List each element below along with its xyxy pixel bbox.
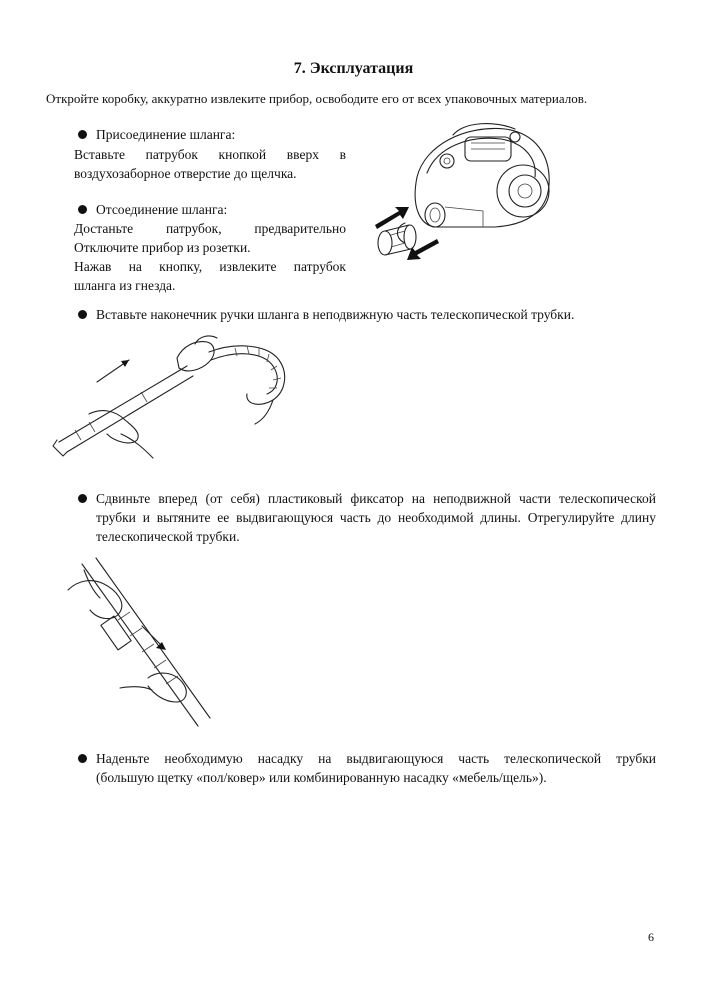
step-telescope-line3: телескопической трубки. xyxy=(96,529,240,544)
section-title: 7. Эксплуатация xyxy=(293,60,414,77)
hose-connect-heading: Присоединение шланга: xyxy=(96,127,236,142)
bullet-icon xyxy=(78,205,87,214)
intro-text: Откройте коробку, аккуратно извлеките прибор, освободите его от всех упаковочных материалов. xyxy=(46,91,588,106)
step-nozzle-line1: Наденьте необходимую насадку на выдвигающуюся часть телескопической трубки xyxy=(96,751,656,766)
hose-disconnect-line3: Нажав на кнопку, извлеките патрубок xyxy=(74,259,346,274)
step-handle-text: Вставьте наконечник ручки шланга в неподвижную часть телескопической трубки. xyxy=(96,307,575,322)
hose-disconnect-line1: Достаньте патрубок, предварительно xyxy=(74,221,346,236)
hose-disconnect-line4: шланга из гнезда. xyxy=(74,278,176,293)
hose-connect-line2: воздухозаборное отверстие до щелчка. xyxy=(74,166,297,181)
step-telescope-line2: трубки и вытяните ее выдвигающуюся часть до необходимой длины. Отрегулируйте длину xyxy=(96,510,656,525)
hose-handle-illustration xyxy=(45,330,305,470)
page-number: 6 xyxy=(648,930,654,944)
step-telescope-line1: Сдвиньте вперед (от себя) пластиковый фиксатор на неподвижной части телескопической xyxy=(96,491,656,506)
hose-disconnect-heading: Отсоединение шланга: xyxy=(96,202,228,217)
step-nozzle-line2: (большую щетку «пол/ковер» или комбинированную насадку «мебель/щель»). xyxy=(96,770,547,785)
telescopic-tube-illustration xyxy=(48,550,218,730)
bullet-icon xyxy=(78,754,87,763)
hose-connect-line1: Вставьте патрубок кнопкой вверх в xyxy=(74,147,346,162)
bullet-icon xyxy=(78,130,87,139)
bullet-icon xyxy=(78,494,87,503)
bullet-icon xyxy=(78,310,87,319)
vacuum-cleaner-illustration xyxy=(365,115,565,275)
hose-disconnect-line2: Отключите прибор из розетки. xyxy=(74,240,251,255)
